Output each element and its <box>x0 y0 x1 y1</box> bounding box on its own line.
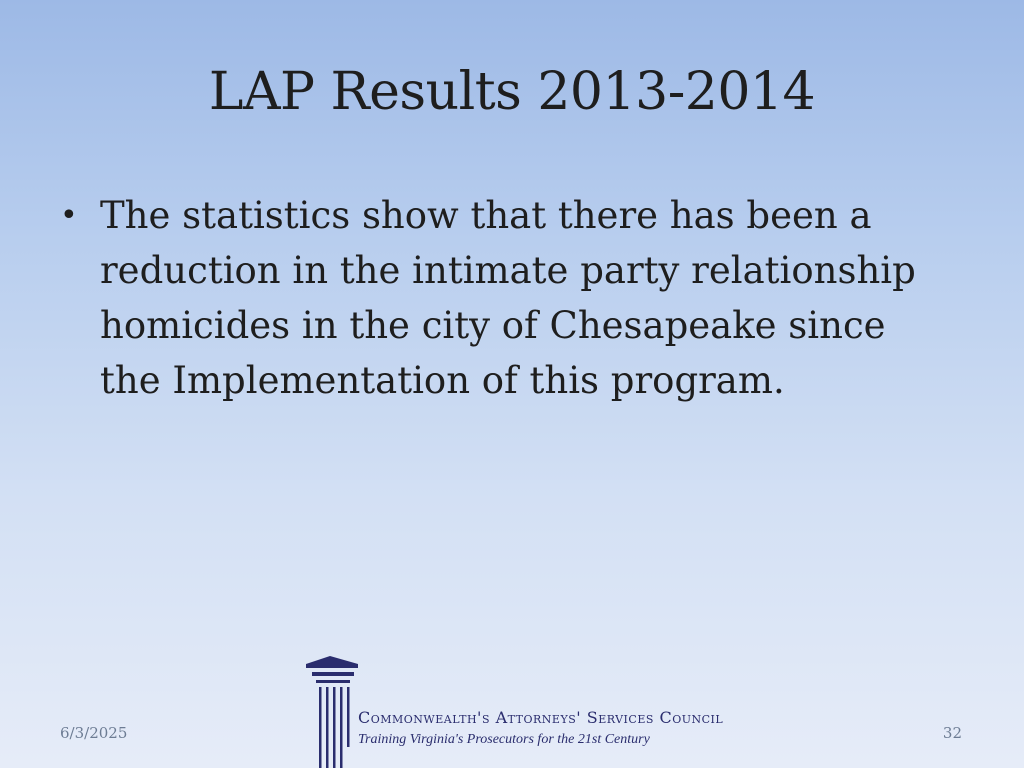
slide-title: LAP Results 2013-2014 <box>208 62 816 122</box>
bullet-text: The statistics show that there has been a reduction in the intimate party relationship homicides in the city of Chesapeake since the Implementation of this program. <box>100 194 916 402</box>
logo-name: Commonwealth's Attorneys' Services Council <box>358 708 724 727</box>
organization-logo <box>300 654 730 768</box>
bullet-list <box>60 188 940 408</box>
footer-date: 6/3/2025 <box>60 724 128 742</box>
page-number: 32 <box>942 724 962 742</box>
bullet-item <box>60 188 940 408</box>
column-pillar-icon <box>300 654 364 768</box>
logo-tagline: Training Virginia's Prosecutors for the 21st Century <box>358 732 650 747</box>
bullet-dot-icon: • <box>60 198 78 233</box>
